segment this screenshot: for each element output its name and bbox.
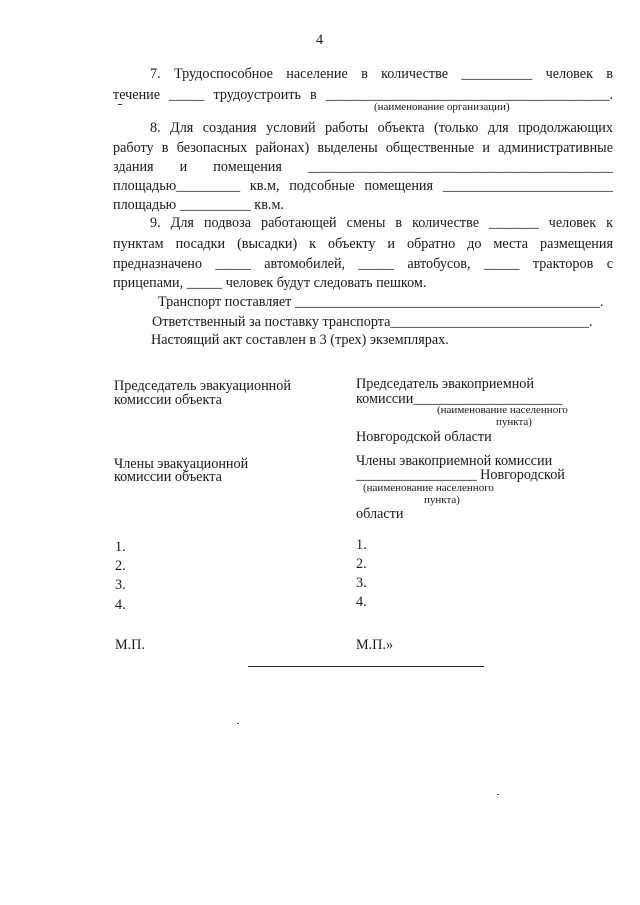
item7-line2: течение _____ трудоустроить в ________________________________________. bbox=[113, 87, 613, 103]
left-members-line1: Члены эвакуационной bbox=[114, 456, 249, 472]
left-list-item: 3. bbox=[115, 577, 126, 593]
item8-line5: площадью __________ кв.м. bbox=[113, 197, 284, 213]
margin-mark bbox=[118, 104, 122, 105]
right-members-line2: _________________ Новгородской bbox=[356, 467, 565, 483]
right-list-item: 1. bbox=[356, 537, 367, 553]
left-list-item: 2. bbox=[115, 558, 126, 574]
right-chair-caption2: пункта) bbox=[496, 416, 532, 428]
left-members-line2: комиссии объекта bbox=[114, 469, 222, 485]
responsible-line: Ответственный за поставку транспорта____________________________. bbox=[152, 314, 593, 330]
item8-line1: 8. Для создания условий работы объекта (только для продолжающих bbox=[150, 120, 613, 136]
right-chair-line2: комиссии_____________________ bbox=[356, 391, 563, 407]
left-stamp: М.П. bbox=[115, 637, 145, 653]
transport-line: Транспорт поставляет ___________________________________________. bbox=[158, 294, 604, 310]
left-list-item: 1. bbox=[115, 539, 126, 555]
item8-line4: площадью_________ кв.м, подсобные помещения ________________________ bbox=[113, 178, 613, 194]
left-chair-line1: Председатель эвакуационной bbox=[114, 378, 291, 394]
right-list-item: 4. bbox=[356, 594, 367, 610]
item8-line3: здания и помещения ___________________________________________ bbox=[113, 159, 613, 175]
item9-line2: пунктам посадки (высадки) к объекту и обратно до места размещения bbox=[113, 236, 613, 252]
scan-speck bbox=[497, 794, 499, 795]
right-chair-region: Новгородской области bbox=[356, 429, 492, 445]
scan-speck bbox=[237, 723, 239, 724]
page-number: 4 bbox=[316, 32, 324, 48]
item9-line3: предназначено _____ автомобилей, _____ автобусов, _____ тракторов с bbox=[113, 256, 613, 272]
right-members-caption1: (наименование населенного bbox=[363, 482, 494, 494]
left-list-item: 4. bbox=[115, 597, 126, 613]
left-chair-line2: комиссии объекта bbox=[114, 392, 222, 408]
right-list-item: 3. bbox=[356, 575, 367, 591]
item9-line4: прицепами, _____ человек будут следовать пешком. bbox=[113, 275, 427, 291]
right-members-caption2: пункта) bbox=[424, 494, 460, 506]
end-rule bbox=[248, 666, 484, 667]
item7-line1: 7. Трудоспособное население в количестве __________ человек в bbox=[150, 66, 613, 82]
item7-caption: (наименование организации) bbox=[374, 101, 510, 113]
right-chair-caption1: (наименование населенного bbox=[437, 404, 568, 416]
item9-line1: 9. Для подвоза работающей смены в количестве _______ человек к bbox=[150, 215, 613, 231]
right-list-item: 2. bbox=[356, 556, 367, 572]
right-members-region: области bbox=[356, 506, 404, 522]
right-chair-line1: Председатель эвакоприемной bbox=[356, 376, 534, 392]
right-members-line1: Члены эвакоприемной комиссии bbox=[356, 453, 553, 469]
right-stamp: М.П.» bbox=[356, 637, 394, 653]
item8-line2: работу в безопасных районах) выделены общественные и административные bbox=[113, 140, 613, 156]
copies-line: Настоящий акт составлен в 3 (трех) экземплярах. bbox=[151, 332, 449, 348]
